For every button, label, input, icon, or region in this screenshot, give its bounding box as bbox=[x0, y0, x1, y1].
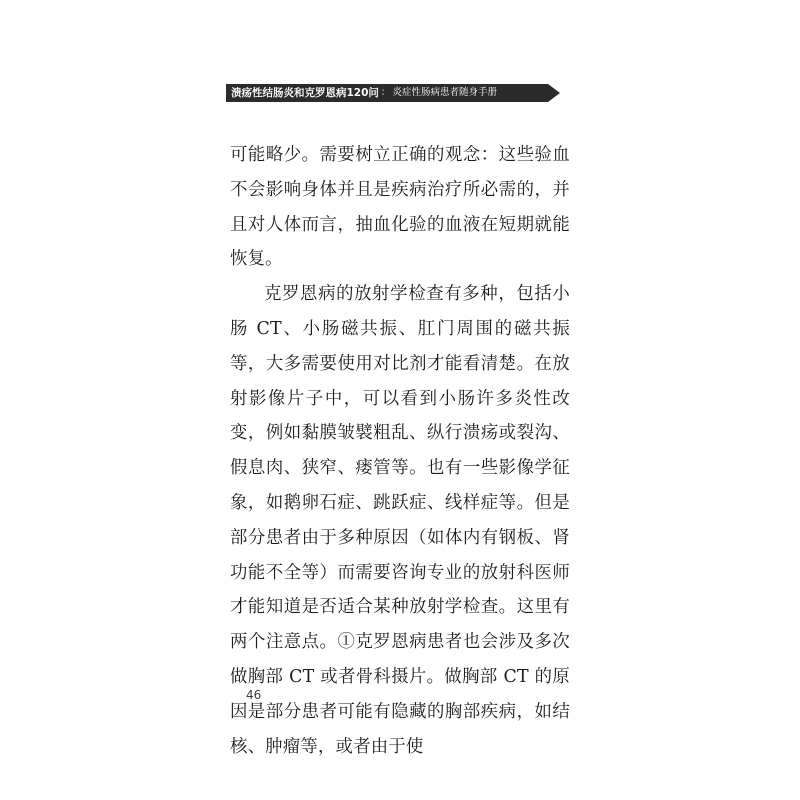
page-number: 46 bbox=[246, 688, 262, 702]
running-header-content bbox=[226, 84, 560, 102]
running-header-subtitle: 炎症性肠病患者随身手册 bbox=[392, 87, 497, 98]
paragraph-2: 克罗恩病的放射学检查有多种，包括小肠 CT、小肠磁共振、肛门周围的磁共振等，大多需要使用对比剂才能看清楚。在放射影像片子中，可以看到小肠许多炎性改变，例如黏膜皱襞粗乱、纵行溃疡或裂沟、假息肉、狭窄、瘘管等。也有一些影像学征象，如鹅卵石症、跳跃症、线样症等。但是部分患者由于多种原因（如体内有钢板、肾功能不全等）而需要咨询专业的放射科医师才能知道是否适合某种放射学检查。这里有两个注意点。①克罗恩病患者也会涉及多次做胸部 CT 或者骨科摄片。做胸部 CT 的原因是部分患者可能有隐藏的胸部疾病，如结核、肿瘤等，或者由于使 bbox=[230, 284, 570, 757]
running-header bbox=[226, 84, 560, 104]
running-header-separator: ： bbox=[380, 87, 391, 98]
paragraph-1: 可能略少。需要树立正确的观念：这些验血不会影响身体并且是疾病治疗所必需的，并且对人体而言，抽血化验的血液在短期就能恢复。 bbox=[230, 145, 570, 270]
running-header-title: 溃疡性结肠炎和克罗恩病120问 bbox=[231, 87, 379, 99]
body-text bbox=[230, 138, 570, 764]
